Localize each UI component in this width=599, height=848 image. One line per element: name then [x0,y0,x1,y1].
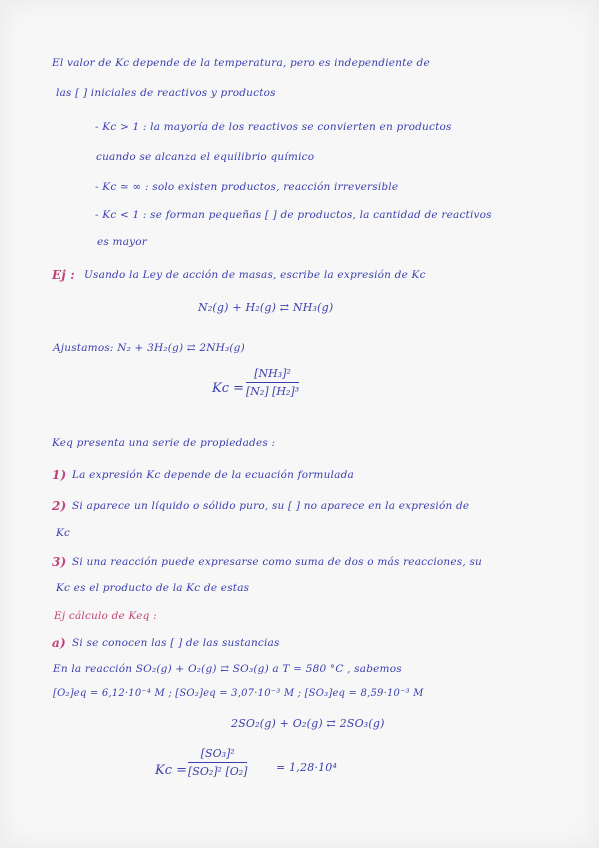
text-line: Usando la Ley de acción de masas, escribe la expresión de Kc [84,269,426,281]
bullet-line: - Kc ≃ ∞ : solo existen productos, reacción irreversible [95,181,399,193]
item-letter: a) [52,636,66,650]
item-number: 2) [52,499,67,513]
balanced-equation: 2SO₂(g) + O₂(g) ⇄ 2SO₃(g) [231,717,385,730]
text-line: es mayor [97,236,148,248]
kc-fraction [246,367,299,398]
text-line: En la reacción SO₂(g) + O₂(g) ⇄ SO₃(g) a T = 580 °C , sabemos [53,663,402,675]
bullet-line: - Kc < 1 : se forman pequeñas [ ] de productos, la cantidad de reactivos [95,209,492,221]
text-line: Kc [56,527,71,539]
kc-label: Kc = [155,763,188,778]
text-line: Kc es el producto de la Kc de estas [56,582,250,594]
text-line: La expresión Kc depende de la ecuación formulada [72,469,354,481]
equation: Ajustamos: N₂ + 3H₂(g) ⇄ 2NH₃(g) [53,342,245,354]
text-line: Keq presenta una serie de propiedades : [52,437,276,449]
item-number: 3) [52,555,67,569]
text-line: Si aparece un líquido o sólido puro, su [ ] no aparece en la expresión de [72,500,470,512]
example-tag: Ej : [52,268,75,282]
text-line: las [ ] iniciales de reactivos y productos [56,87,276,99]
kc-fraction [188,747,247,778]
text-line: Si una reacción puede expresarse como suma de dos o más reacciones, su [72,556,483,568]
fraction-denominator: [N₂] [H₂]³ [246,385,300,398]
fraction-numerator: [SO₃]² [188,747,247,763]
example-heading: Ej cálculo de Keq : [54,610,157,622]
kc-result: = 1,28·10⁴ [276,761,338,774]
kc-label: Kc = [212,381,245,396]
text-line: Si se conocen las [ ] de las sustancias [72,637,280,649]
bullet-line: - Kc > 1 : la mayoría de los reactivos se convierten en productos [95,121,452,133]
fraction-numerator: [NH₃]² [246,367,299,383]
equation: N₂(g) + H₂(g) ⇄ NH₃(g) [198,301,334,314]
text-line: El valor de Kc depende de la temperatura, pero es independiente de [52,57,430,69]
fraction-denominator: [SO₂]² [O₂] [188,765,248,778]
item-number: 1) [52,468,67,482]
text-line: cuando se alcanza el equilibrio químico [96,151,315,163]
concentrations-line: [O₂]eq = 6,12·10⁻⁴ M ; [SO₂]eq = 3,07·10⁻³ M ; [SO₃]eq = 8,59·10⁻³ M [53,688,424,699]
